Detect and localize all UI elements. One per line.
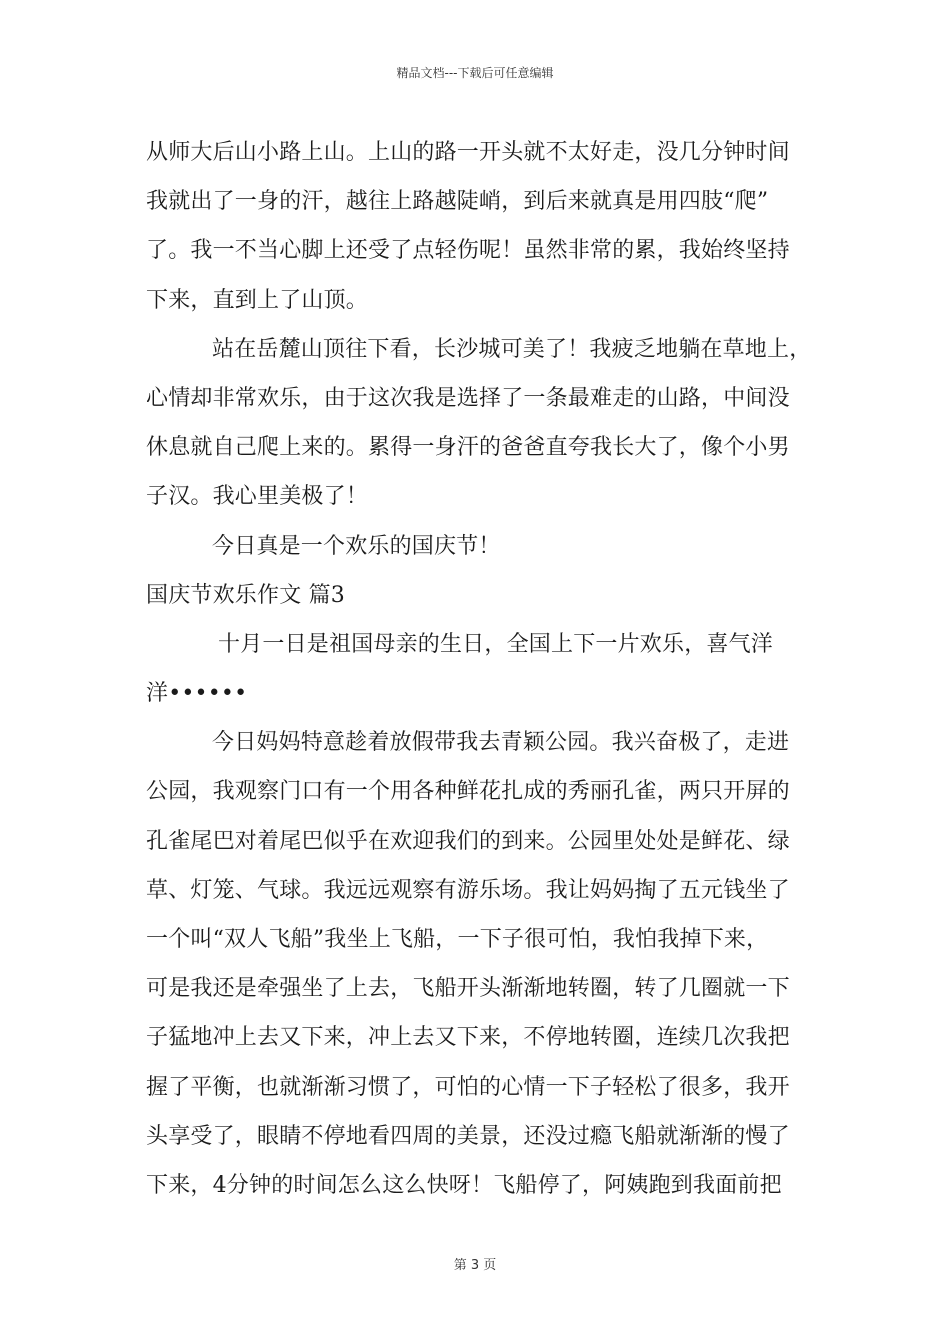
text-line: 公园，我观察门口有一个用各种鲜花扎成的秀丽孔雀，两只开屏的 [146, 779, 790, 805]
text-line: 我就出了一身的汗，越往上路越陡峭，到后来就真是用四肢“爬” [146, 189, 769, 215]
text-line: 子汉。我心里美极了！ [146, 484, 369, 510]
text-line: 可是我还是牵强坐了上去，飞船开头渐渐地转圈，转了几圈就一下 [146, 976, 790, 1002]
paragraph-start-line: 十月一日是祖国母亲的生日，全国上下一片欢乐，喜气洋 [218, 631, 774, 657]
text-line: 孔雀尾巴对着尾巴似乎在欢迎我们的到来。公园里处处是鲜花、绿 [146, 828, 790, 854]
text-line: 握了平衡，也就渐渐习惯了，可怕的心情一下子轻松了很多，我开 [146, 1074, 790, 1100]
text-line: 休息就自己爬上来的。累得一身汗的爸爸直夸我长大了，像个小男 [146, 435, 790, 461]
section-title: 国庆节欢乐作文 篇3 [146, 582, 345, 608]
text-line: 下来，4分钟的时间怎么这么快呀！飞船停了，阿姨跑到我面前把 [146, 1172, 782, 1198]
text-line: 子猛地冲上去又下来，冲上去又下来，不停地转圈，连续几次我把 [146, 1025, 790, 1051]
text-line: 洋•••••• [146, 681, 248, 707]
text-line: 了。我一不当心脚上还受了点轻伤呢！虽然非常的累，我始终坚持 [146, 238, 790, 264]
page-header: 精品文档---下载后可任意编辑 [396, 66, 554, 80]
page-number: 第 3 页 [453, 1258, 497, 1273]
text-line: 一个叫“双人飞船”我坐上飞船，一下子很可怕，我怕我掉下来， [146, 927, 769, 952]
text-line: 头享受了，眼睛不停地看四周的美景，还没过瘾飞船就渐渐的慢了 [146, 1123, 790, 1149]
paragraph-start-line: 今日妈妈特意趁着放假带我去青颖公园。我兴奋极了，走进 [212, 730, 790, 756]
text-line: 草、灯笼、气球。我远远观察有游乐场。我让妈妈掏了五元钱坐了 [146, 877, 790, 903]
text-line: 下来，直到上了山顶。 [146, 287, 369, 313]
paragraph-start-line: 今日真是一个欢乐的国庆节！ [212, 533, 501, 559]
document-body [146, 128, 814, 1210]
text-line: 心情却非常欢乐，由于这次我是选择了一条最难走的山路，中间没 [146, 385, 790, 411]
paragraph-start-line: 站在岳麓山顶往下看，长沙城可美了！我疲乏地躺在草地上， [212, 336, 812, 362]
text-line: 从师大后山小路上山。上山的路一开头就不太好走，没几分钟时间 [146, 140, 790, 165]
